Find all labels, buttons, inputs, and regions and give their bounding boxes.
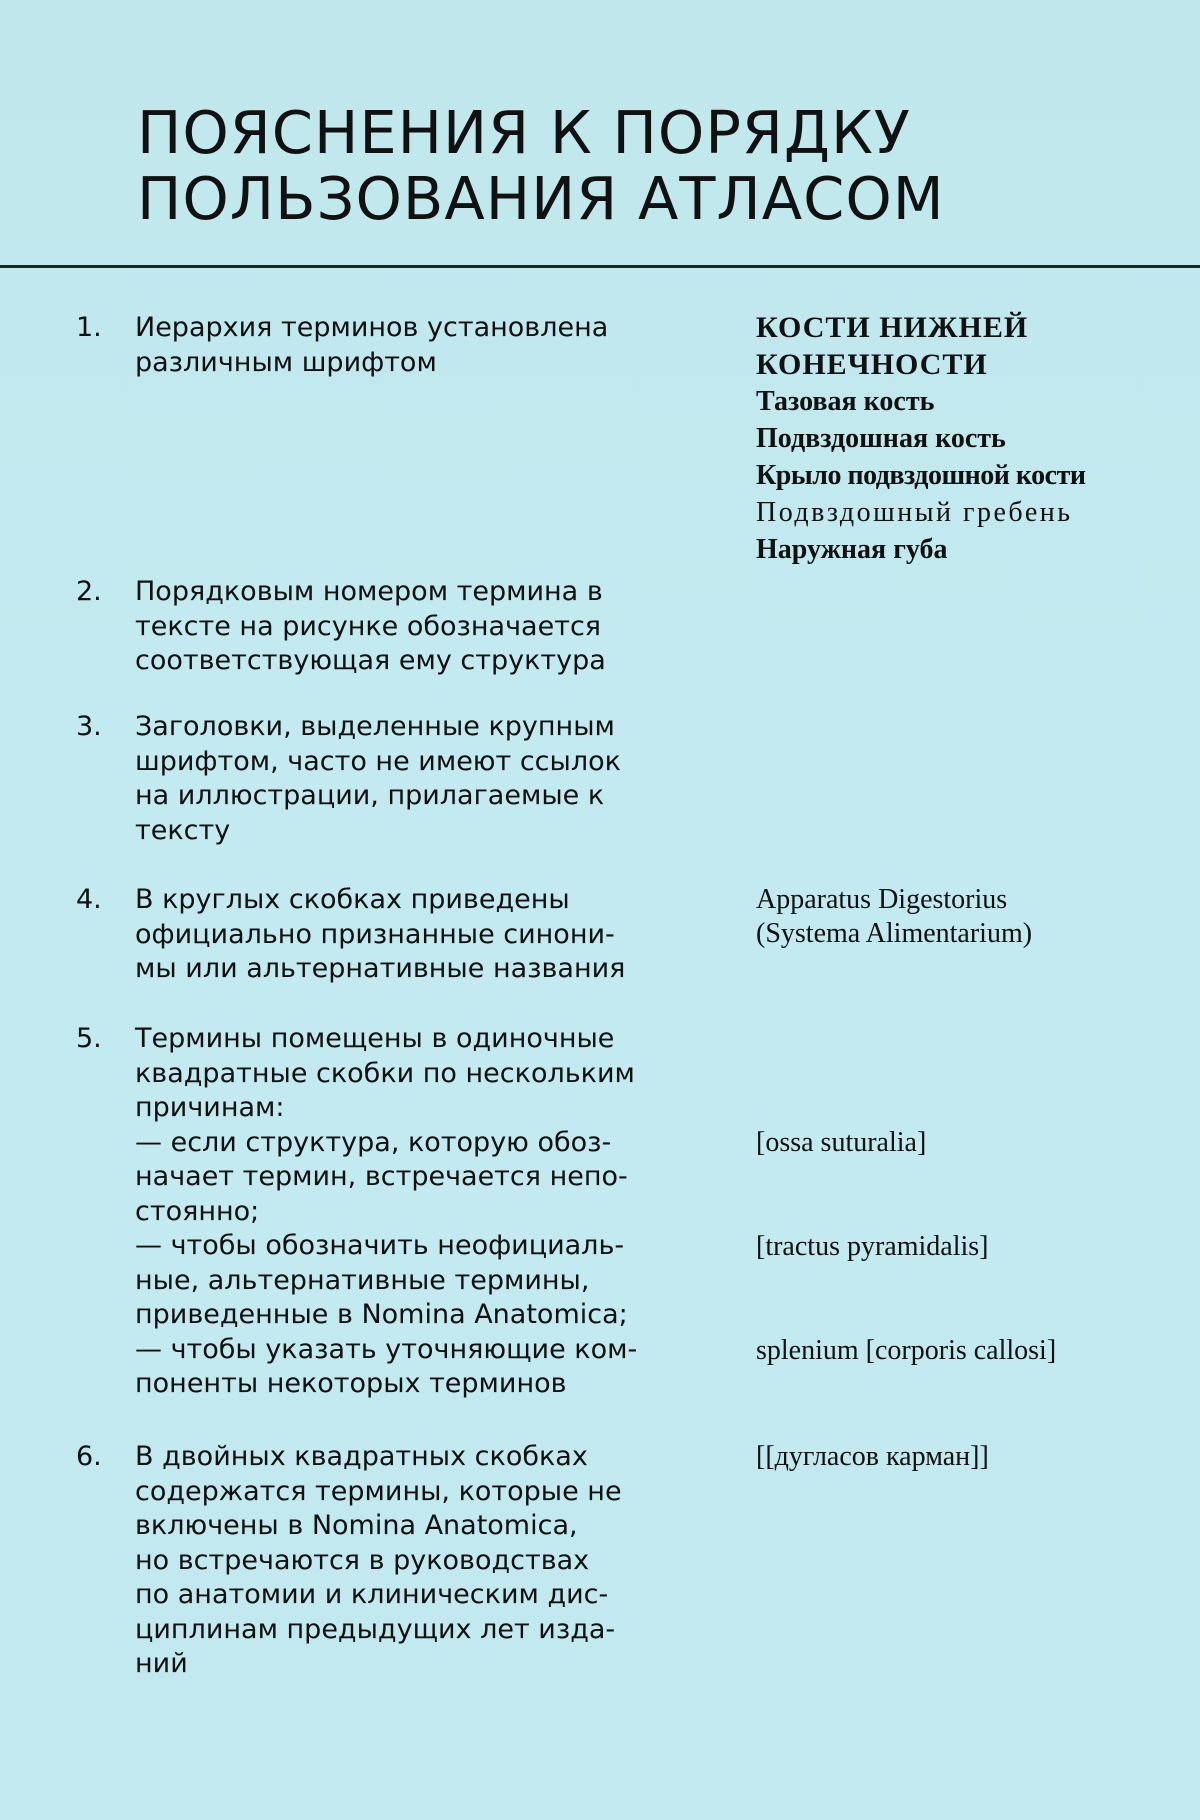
list-item-text: Порядковым номером термина в тексте на рисунке обозначается соответствующая ему структура (135, 576, 606, 676)
list-item-number: 3. (76, 711, 102, 742)
list-item-number: 6. (76, 1441, 102, 1472)
list-item-6 (76, 1440, 716, 1682)
inconstant-term-example: [ossa suturalia] (756, 1127, 927, 1158)
list-item-1 (76, 311, 716, 380)
hierarchy-level-6: Наружная губа (756, 534, 948, 565)
list-item-text: Иерархия терминов установлена различным шрифтом (135, 312, 609, 378)
page-title (137, 100, 1137, 232)
unofficial-term-example: [tractus pyramidalis] (756, 1231, 989, 1262)
hierarchy-level-3: Подвздошная кость (756, 423, 1006, 454)
double-bracket-example: [[дугласов карман]] (756, 1441, 989, 1472)
hierarchy-level-1-line-1: КОСТИ НИЖНЕЙ (756, 311, 1029, 344)
page-title-line-2: ПОЛЬЗОВАНИЯ АТЛАСОМ (137, 164, 945, 233)
title-divider (0, 265, 1200, 268)
synonyms-example-line-1: Apparatus Digestorius (756, 884, 1008, 915)
list-item-2 (76, 575, 716, 679)
list-item-4 (76, 883, 716, 987)
page-title-line-1: ПОЯСНЕНИЯ К ПОРЯДКУ (137, 98, 911, 167)
list-item-5 (76, 1022, 716, 1402)
list-item-text: В двойных квадратных скобках содержатся термины, которые не включены в Nomina Anatomica, но встречаются в руководствах по анатомии и клиническим дис- циплинам предыдущих лет изда- ний (135, 1441, 622, 1679)
synonyms-example (756, 883, 1196, 951)
list-item-number: 1. (76, 312, 102, 343)
list-item-text: Термины помещены в одиночные квадратные скобки по нескольким причинам: — если структура, которую обоз- начает термин, встречается непо- стоянно; — чтобы обозначить неофициаль- ные, альтернативные термины, приведенные в Nomina Anatomica; — чтобы указать уточняющие ком- поненты некоторых терминов (135, 1023, 638, 1399)
hierarchy-level-4: Крыло подвздошной кости (756, 460, 1086, 491)
hierarchy-level-1-line-2: КОНЕЧНОСТИ (756, 348, 988, 381)
component-term-example: splenium [corporis callosi] (756, 1335, 1057, 1366)
list-item-number: 4. (76, 884, 102, 915)
list-item-text: В круглых скобках приведены официально признанные синони- мы или альтернативные названия (135, 884, 626, 984)
list-item-text: Заголовки, выделенные крупным шрифтом, часто не имеют ссылок на иллюстрации, прилагаемые к тексту (135, 711, 621, 846)
synonyms-example-line-2: (Systema Alimentarium) (756, 918, 1033, 949)
list-item-number: 5. (76, 1023, 102, 1054)
list-item-number: 2. (76, 576, 102, 607)
hierarchy-level-5: Подвздошный гребень (756, 497, 1073, 528)
hierarchy-level-2: Тазовая кость (756, 386, 935, 417)
term-hierarchy-example (756, 309, 1196, 568)
list-item-3 (76, 710, 716, 848)
